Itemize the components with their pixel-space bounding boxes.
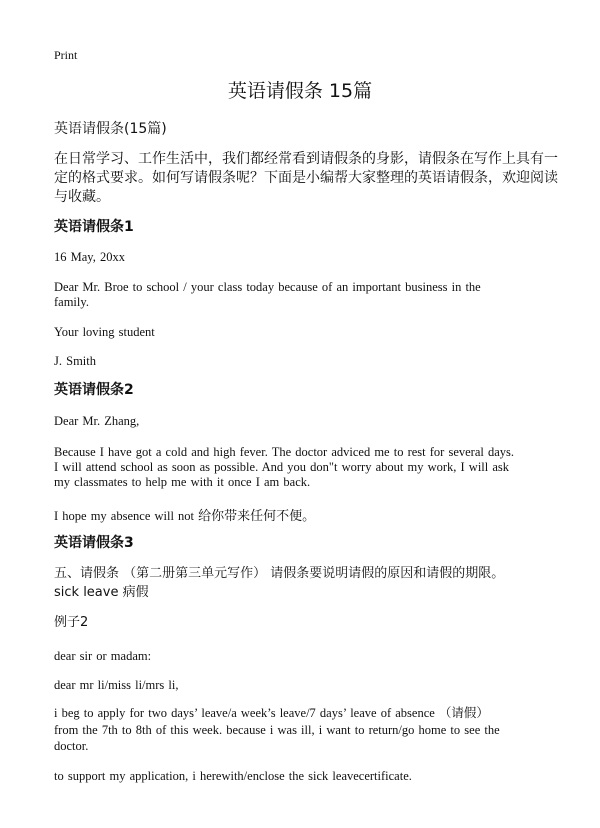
section-heading-2: 英语请假条2 xyxy=(54,382,134,398)
letter-body-line: Dear Mr. Broe to school / your class today because of an important business in the xyxy=(54,280,481,294)
letter-signature: J. Smith xyxy=(54,354,96,368)
intro-line: 在日常学习、工作生活中，我们都经常看到请假条的身影，请假条在写作上具有一 xyxy=(54,151,558,167)
letter-body-line: Because I have got a cold and high fever. The doctor adviced me to rest for several days. xyxy=(54,445,515,459)
section-heading-1: 英语请假条1 xyxy=(54,219,134,235)
document-title: 英语请假条 15篇 xyxy=(227,80,373,102)
intro-line: 定的格式要求。如何写请假条呢？下面是小编帮大家整理的英语请假条，欢迎阅读 xyxy=(54,170,558,186)
print-label[interactable]: Print xyxy=(54,48,78,62)
final-line-chinese: 给你带来任何不便。 xyxy=(198,509,316,524)
letter-closing: Your loving student xyxy=(54,325,155,339)
letter-body-line: i beg to apply for two days’ leave/a week’s leave/7 days’ leave of absence （请假） xyxy=(54,706,489,720)
intro-line: 与收藏。 xyxy=(54,189,110,205)
letter-greeting: Dear Mr. Zhang, xyxy=(54,414,140,428)
letter-body-line: from the 7th to 8th of this week. because i was ill, i want to return/go home to see the xyxy=(54,723,500,737)
letter-body-line: my classmates to help me with it once I am back. xyxy=(54,475,311,489)
letter-body-line: I will attend school as soon as possible. And you don"t worry about my work, I will ask xyxy=(54,460,510,474)
letter-final-line xyxy=(54,505,315,525)
letter-date: 16 May, 20xx xyxy=(54,250,125,264)
section3-intro: 五、请假条 （第二册第三单元写作） 请假条要说明请假的原因和请假的期限。 xyxy=(54,566,505,581)
example-label: 例子2 xyxy=(54,615,89,630)
section-heading-3: 英语请假条3 xyxy=(54,535,134,551)
letter-salutation-alt: dear mr li/miss li/mrs li, xyxy=(54,678,179,692)
final-line-english: I hope my absence will not xyxy=(54,509,199,523)
letter-body-line: family. xyxy=(54,295,89,309)
letter-body-line: doctor. xyxy=(54,739,89,753)
letter-salutation: dear sir or madam: xyxy=(54,649,152,663)
letter-body-line: to support my application, i herewith/enclose the sick leavecertificate. xyxy=(54,769,412,783)
document-subtitle: 英语请假条(15篇) xyxy=(54,121,167,137)
sick-leave-term: sick leave 病假 xyxy=(54,585,149,600)
